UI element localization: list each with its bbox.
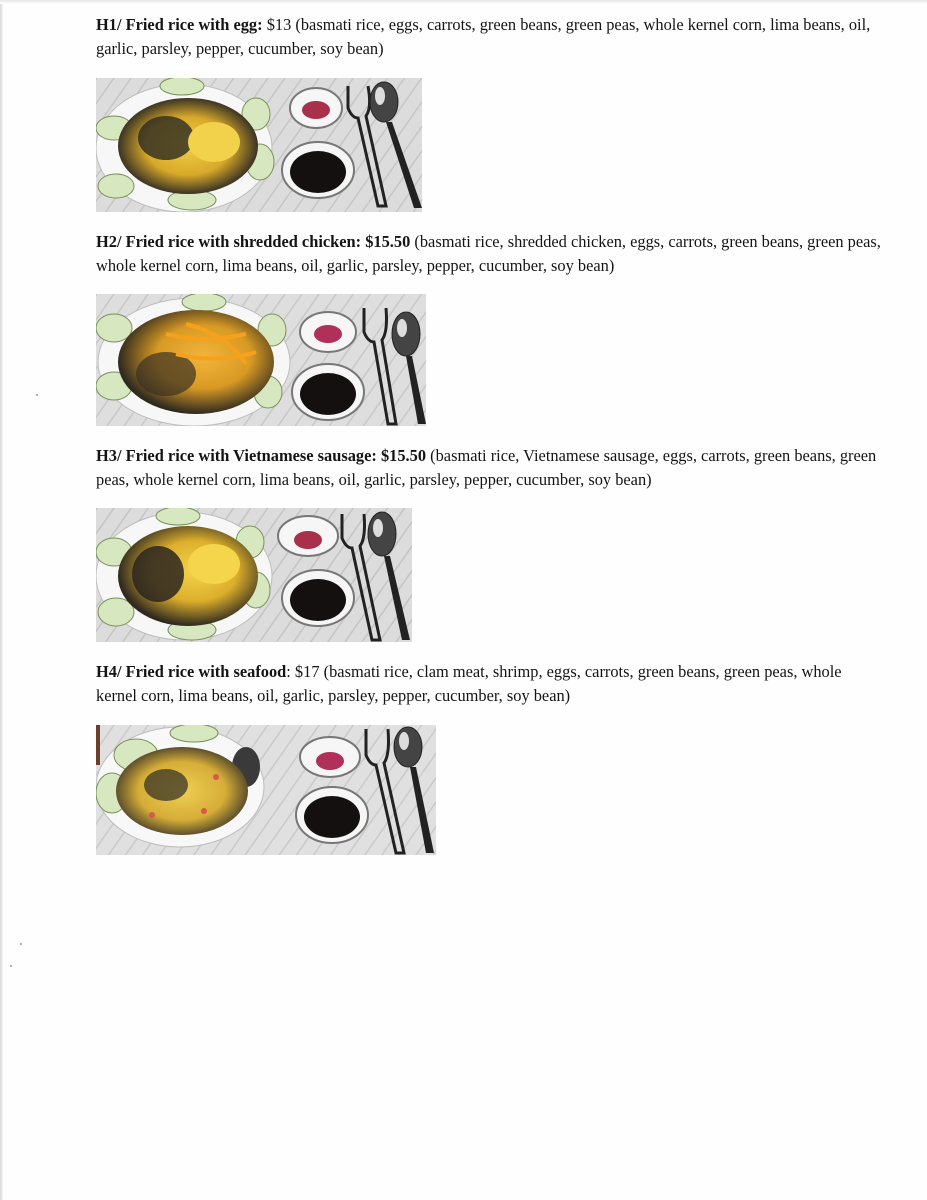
scan-speck	[36, 394, 38, 396]
menu-item-h4-ingredients: (basmati rice, clam meat, shrimp, eggs, carrots, green beans, green peas, whole kernel corn, lima beans, oil, garlic, parsley, pepper, cucumber, soy bean)	[96, 662, 842, 705]
scan-edge	[0, 0, 3, 1200]
menu-item-h3	[96, 444, 886, 492]
menu-item-h4-name: H4/ Fried rice with seafood	[96, 662, 287, 681]
menu-item-h3-name: H3/ Fried rice with Vietnamese sausage: $15.50	[96, 446, 427, 465]
menu-item-h2-photo	[96, 294, 426, 426]
scan-speck	[10, 965, 12, 967]
menu-item-h3-photo	[96, 508, 412, 642]
menu-item-h1-name: H1/ Fried rice with egg:	[96, 15, 263, 34]
menu-item-h2	[96, 230, 886, 278]
menu-item-h2-name: H2/ Fried rice with shredded chicken: $15.50	[96, 232, 411, 251]
menu-item-h4	[96, 660, 886, 708]
menu-item-h1	[96, 13, 886, 61]
menu-item-h4-photo	[96, 725, 436, 855]
scan-top-edge	[0, 0, 927, 4]
menu-item-h4-price: : $17	[286, 662, 320, 681]
menu-item-h3-ingredients: (basmati rice, Vietnamese sausage, eggs, carrots, green beans, green peas, whole kernel corn, lima beans, oil, garlic, parsley, pepper, cucumber, soy bean)	[96, 446, 877, 489]
menu-item-h2-ingredients: (basmati rice, shredded chicken, eggs, carrots, green beans, green peas, whole kernel corn, lima beans, oil, garlic, parsley, pepper, cucumber, soy bean)	[96, 232, 881, 275]
menu-item-h1-photo	[96, 78, 422, 212]
menu-item-h1-price: $13	[266, 15, 292, 34]
menu-item-h1-ingredients: (basmati rice, eggs, carrots, green beans, green peas, whole kernel corn, lima beans, oil, garlic, parsley, pepper, cucumber, soy bean)	[96, 15, 871, 58]
scan-speck	[20, 943, 22, 945]
